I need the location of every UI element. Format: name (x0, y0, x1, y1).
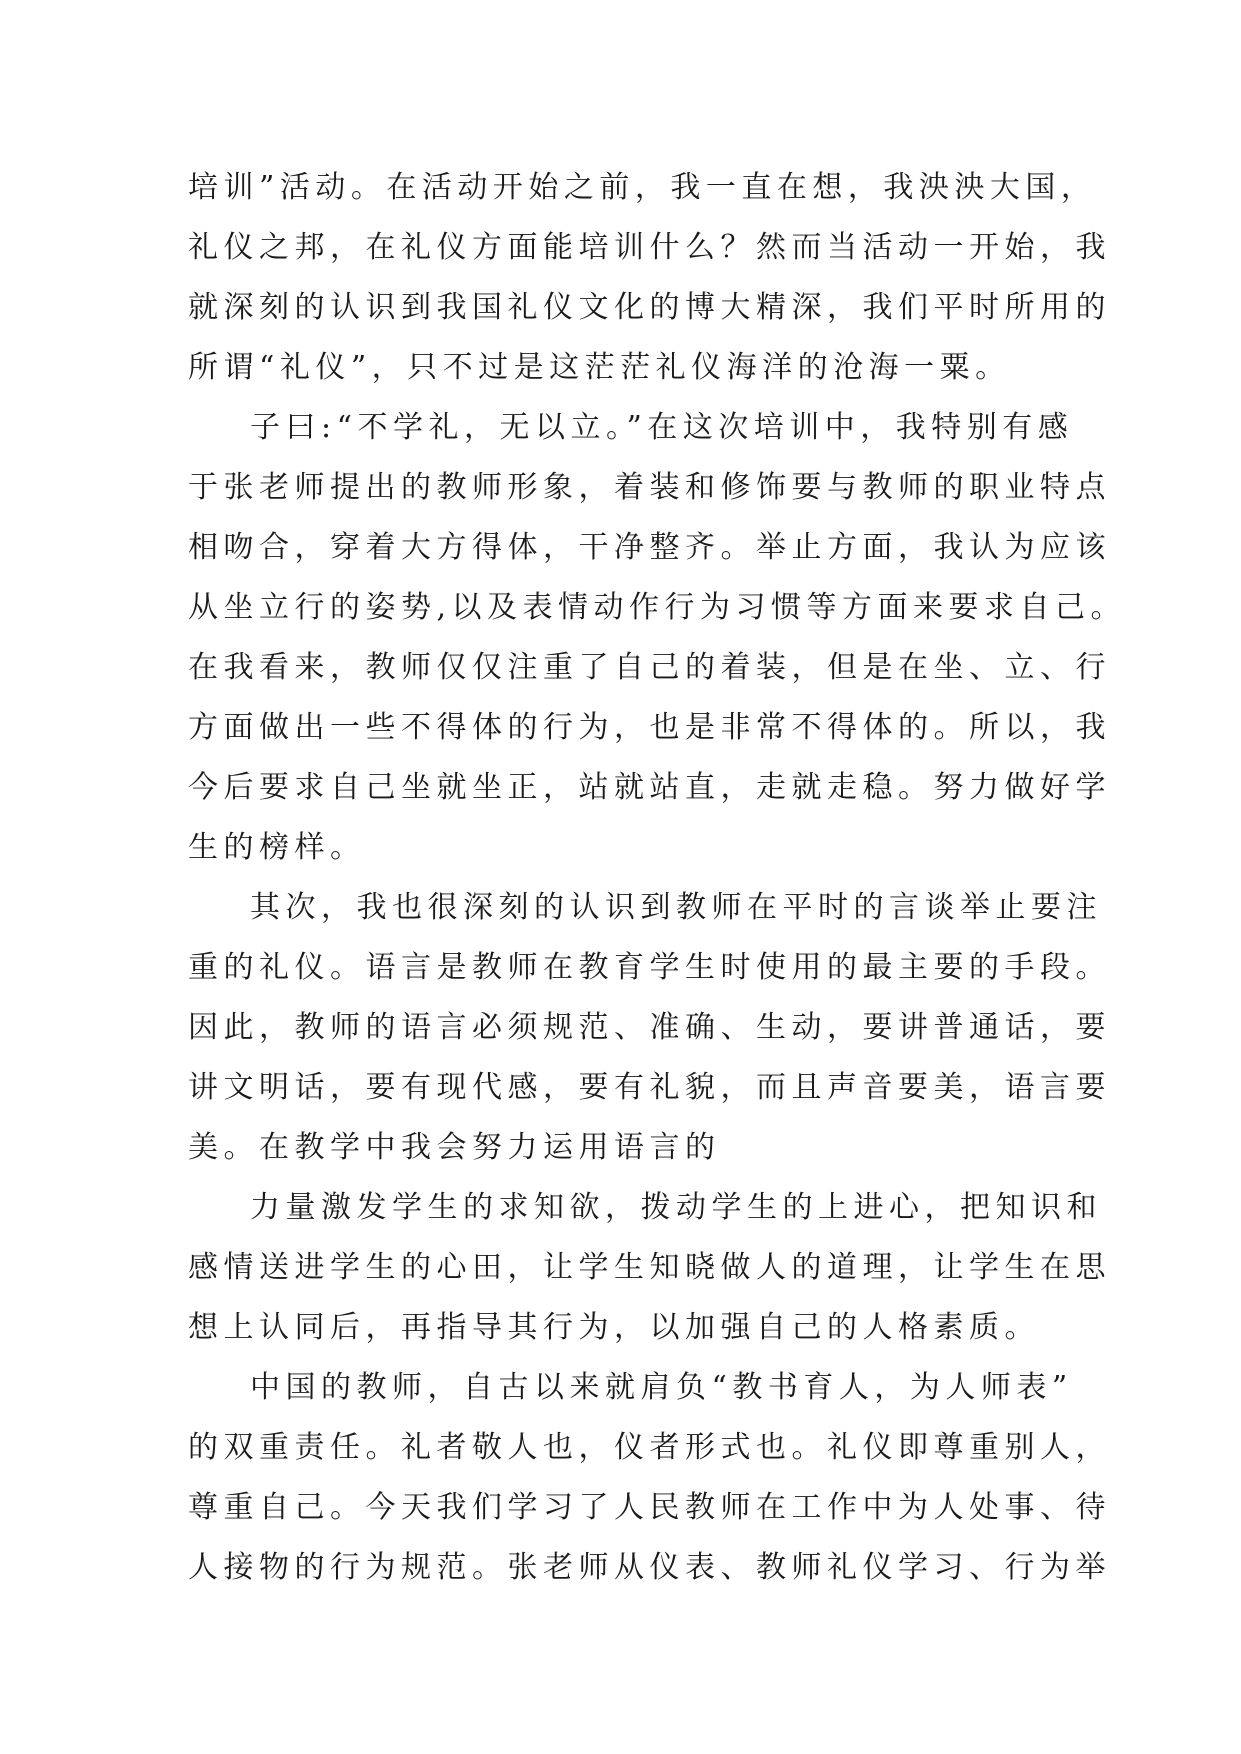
text-line: 方面做出一些不得体的行为，也是非常不得体的。所以，我 (188, 710, 1111, 745)
text-line: 于张老师提出的教师形象，着装和修饰要与教师的职业特点 (188, 470, 1111, 505)
text-line: 的双重责任。礼者敬人也，仪者形式也。礼仪即尊重别人， (188, 1430, 1111, 1465)
text-line: 礼仪之邦，在礼仪方面能培训什么？然而当活动一开始，我 (188, 230, 1111, 265)
text-line: 中国的教师，自古以来就肩负“教书育人，为人师表” (250, 1370, 1073, 1405)
text-line: 在我看来，教师仅仅注重了自己的着装，但是在坐、立、行 (188, 650, 1111, 685)
text-line: 因此，教师的语言必须规范、准确、生动，要讲普通话，要 (188, 1010, 1111, 1045)
text-line: 讲文明话，要有现代感，要有礼貌，而且声音要美，语言要 (188, 1070, 1111, 1105)
text-line: 从坐立行的姿势,以及表情动作行为习惯等方面来要求自己。 (188, 590, 1127, 625)
document-body (188, 158, 1127, 1598)
text-line: 想上认同后，再指导其行为，以加强自己的人格素质。 (188, 1310, 1040, 1345)
text-line: 生的榜样。 (188, 830, 366, 865)
text-line: 培训”活动。在活动开始之前，我一直在想，我泱泱大国， (188, 170, 1097, 205)
text-line: 尊重自己。今天我们学习了人民教师在工作中为人处事、待 (188, 1490, 1111, 1525)
text-line: 就深刻的认识到我国礼仪文化的博大精深，我们平时所用的 (188, 290, 1111, 325)
text-line: 相吻合，穿着大方得体，干净整齐。举止方面，我认为应该 (188, 530, 1111, 565)
text-line: 力量激发学生的求知欲，拨动学生的上进心，把知识和 (250, 1190, 1102, 1225)
text-line: 重的礼仪。语言是教师在教育学生时使用的最主要的手段。 (188, 950, 1111, 985)
text-line: 感情送进学生的心田，让学生知晓做人的道理，让学生在思 (188, 1250, 1111, 1285)
text-line: 人接物的行为规范。张老师从仪表、教师礼仪学习、行为举 (188, 1550, 1111, 1585)
text-line: 今后要求自己坐就坐正，站就站直，走就走稳。努力做好学 (188, 770, 1111, 805)
text-line: 美。在教学中我会努力运用语言的 (188, 1130, 721, 1165)
text-line: 所谓“礼仪”，只不过是这茫茫礼仪海洋的沧海一粟。 (188, 350, 1011, 385)
text-line: 子曰:“不学礼，无以立。”在这次培训中，我特别有感 (250, 410, 1074, 445)
text-line: 其次，我也很深刻的认识到教师在平时的言谈举止要注 (250, 890, 1102, 925)
